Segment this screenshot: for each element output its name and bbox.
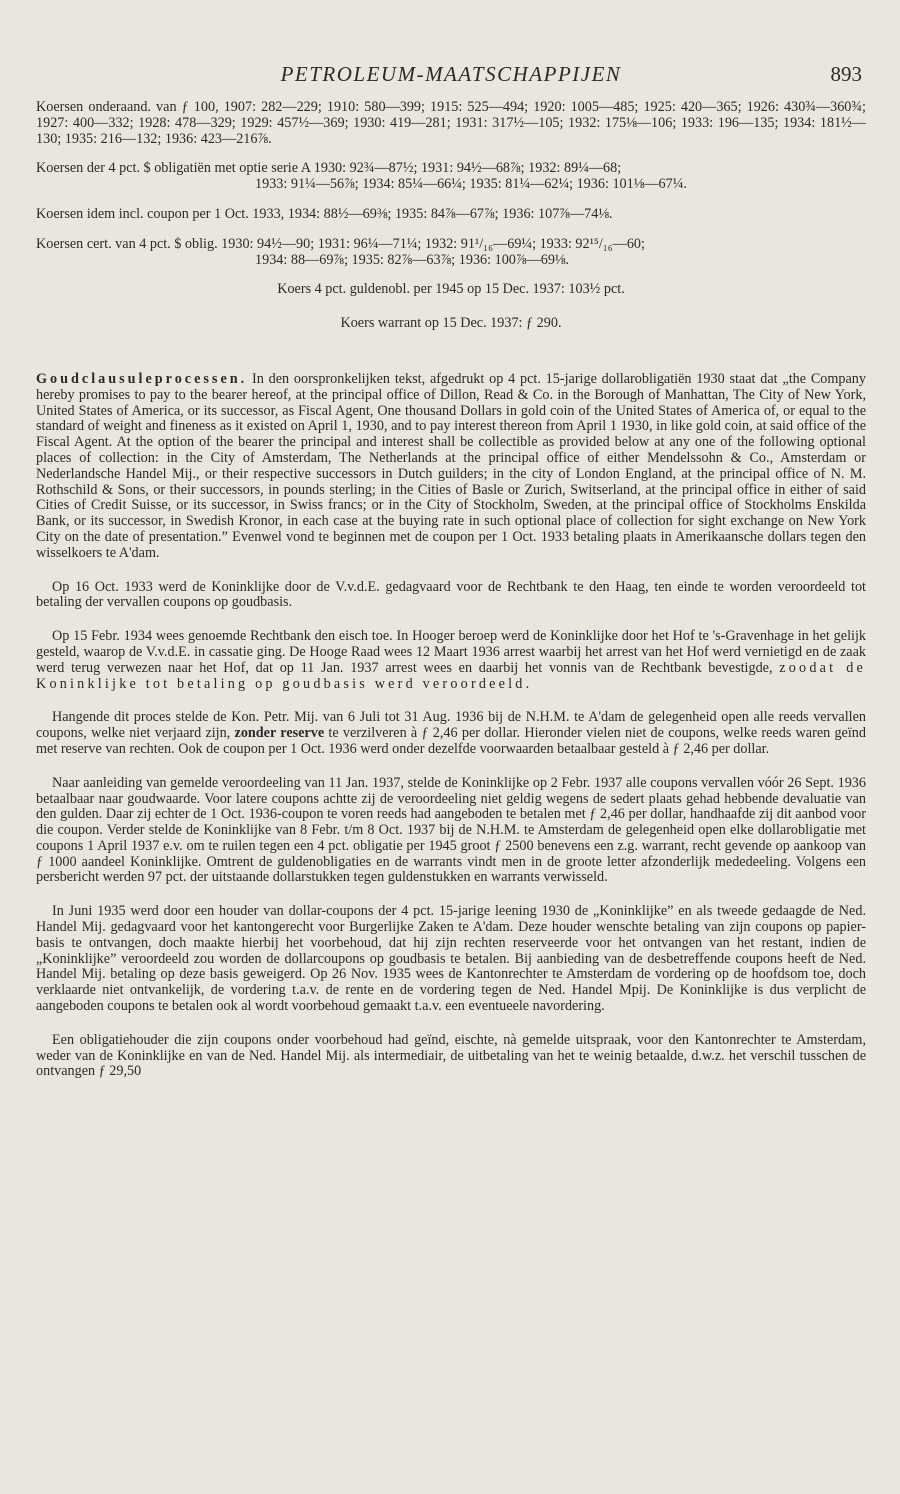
warrant-quote: Koers warrant op 15 Dec. 1937: ƒ 290.: [340, 315, 562, 332]
paragraph-bondholder-claim: Een obligatiehouder die zijn coupons onder voorbehoud had geïnd, eischte, nà gemelde uitspraak, voor den Kantonrechter te Amsterdam, weder van de Koninklijke en van de Ned. Handel Mij. als intermediair, de uitbetaling van het te weinig betaalde, d.w.z. het verschil tusschen de ontvangen ƒ 29,50: [36, 1031, 866, 1080]
paragraph-cantonal-court: In Juni 1935 werd door een houder van dollar-coupons der 4 pct. 15-jarige leening 1930 de „Koninklijke” en als tweede gedaagde de Ned. Handel Mij. gedagvaard voor het kantongerecht voor Burgerlijke Zaken te A'dam. Deze houder wenschte betaling van zijn coupons op papier-basis te ontvangen, doch maakte hierbij het voorbehoud, dat hij zijn rechten reserveerde voor het ontvangen van het restant, indien de „Koninklijke” veroordeeld zou worden de dollarcoupons op goudbasis te betalen. Bij aanbieding van de desbetreffende coupons heeft de Ned. Handel Mij. betaling op deze basis geweigerd. Op 26 Nov. 1935 wees de Kantonrechter te Amsterdam de vordering op de hoofdsom toe, doch verklaarde niet ontvankelijk, de vordering t.a.v. de rente en de vordering tegen de Ned. Handel Mpij. De Koninklijke is dus verplicht de aangeboden coupons te betalen ook al wordt voorbehoud gemaakt t.a.v. een eventueele navordering.: [36, 903, 866, 1015]
guilder-bond-quote: Koers 4 pct. guldenobl. per 1945 op 15 Dec. 1937: 103½ pct.: [277, 281, 625, 298]
emphasized-no-reserve: zonder reserve: [234, 725, 325, 742]
paragraph-summons: Op 16 Oct. 1933 werd de Koninklijke door de V.v.d.E. gedagvaard voor de Rechtbank te den Haag, ten einde te worden veroordeeld tot betaling der vervallen coupons op goudbasis.: [36, 578, 866, 611]
page-number: 893: [830, 62, 862, 86]
quote-certificates: Koersen cert. van 4 pct. $ oblig. 1930: 94½—90; 1931: 96¼—71¼; 1932: 91¹/₁₆—69¼; 1933: 92¹⁵/₁₆—60; 1934: 88—69⅞; 1935: 82⅞—63⅞; 1936: 100⅞—69⅛.: [36, 235, 645, 268]
section-heading: Goudclausuleprocessen.: [36, 370, 248, 387]
quote-shares: Koersen onderaand. van ƒ 100, 1907: 282—229; 1910: 580—399; 1915: 525—494; 1920: 1005—485; 1925: 420—365; 1926: 430¾—360¾; 1927: 400—332; 1928: 478—329; 1929: 457½—369; 1930: 419—281; 1931: 317½—105; 1932: 175⅛—106; 1933: 196—135; 1934: 181½—130; 1935: 216—132; 1936: 423—216⅞.: [36, 99, 866, 147]
paragraph-coupon-redemption: Hangende dit proces stelde de Kon. Petr. Mij. van 6 Juli tot 31 Aug. 1936 bij de N.H.M. te A'dam de gelegenheid open alle reeds vervallen coupons, welke niet verjaard zijn, zonder reserve te verzilveren à ƒ 2,46 per dollar. Hieronder vielen niet de coupons, welke reeds waren geïnd met reserve van rechten. Ook de coupon per 1 Oct. 1936 werd onder dezelfde voorwaarden betaalbaar gesteld à ƒ 2,46 per dollar.: [36, 709, 866, 757]
paragraph-exchange-offer: Naar aanleiding van gemelde veroordeeling van 11 Jan. 1937, stelde de Koninklijke op 2 Febr. 1937 alle coupons vervallen vóór 26 Sept. 1936 betaalbaar naar goudwaarde. Voor latere coupons achtte zij de veroordeeling niet geldig wegens de sedert plaats gehad hebbende devaluatie van den gulden. Daar zij echter de 1 Oct. 1936-coupon te voren reeds had aangeboden te betalen met ƒ 2,46 per dollar, handhaafde zij dit aanbod voor die coupon. Verder stelde de Koninklijke van 8 Febr. t/m 8 Oct. 1937 bij de N.H.M. te Amsterdam de gelegenheid open elke dollarobligatie met coupons 1 April 1937 e.v. om te ruilen tegen een 4 pct. obligatie per 1945 groot ƒ 2500 benevens een z.g. warrant, recht gevende op aankoop van ƒ 1000 aandeel Koninklijke. Omtrent de guldenobligaties en de warrants vindt men in de groote letter afzonderlijk mededeeling. Volgens een persbericht werden 97 pct. der uitstaande dollarstukken tegen guldenstukken en warrants verwisseld.: [36, 774, 866, 886]
emphasized-ruling: zoodat de Koninklijke tot betaling op goudbasis werd veroordeeld.: [36, 659, 866, 692]
paragraph-goldclause: Goudclausuleprocessen. In den oorspronkelijken tekst, afgedrukt op 4 pct. 15-jarige dollarobligatiën 1930 staat dat „the Company hereby promises to pay to the bearer hereof, at the principal office of Dillon, Read & Co. in the Borough of Manhattan, The City of New York, United States of America, or its successor, as Fiscal Agent, One thousand Dollars in gold coin of the United States of America of, or equal to the standard of weight and fineness as it existed on April 1, 1930, and to pay interest thereon from April 1 1930, in like gold coin, at said office of the Fiscal Agent. At the option of the bearer the principal and interest shall be collectible as provided below at any one of the following optional places of collection: in the City of Amsterdam, The Netherlands at the principal office of either Mendelssohn & Co., Amsterdam or Nederlandsche Handel Mij., or their respective successors in Dutch guilders; in the city of London England, at the principal office of N. M. Rothschild & Sons, or their successors, in pounds sterling; in the Cities of Basle or Zurich, Switserland, at the principal office in either of said Cities of Credit Suisse, or its successor, in Swiss francs; or in the City of Stockholm, Sweden, at the principal office of Stockholms Enskilda Bank, or its successor, in Swedish Kronor, in each case at the buying rate in such optional place of collection for sight exchange on New York City on the date of presentation.” Evenwel vond te beginnen met de coupon per 1 Oct. 1933 betaling plaats in Amerikaansche dollars tegen den wisselkoers te A'dam.: [36, 370, 866, 561]
quote-dollar-bonds: Koersen der 4 pct. $ obligatiën met optie serie A 1930: 92¾—87½; 1931: 94½—68⅞; 1932: 89¼—68; 1933: 91¼—56⅞; 1934: 85¼—66¼; 1935: 81¼—62¼; 1936: 101⅛—67¼.: [36, 160, 687, 193]
price-quotations: [36, 100, 866, 268]
running-title: PETROLEUM-MAATSCHAPPIJEN: [280, 62, 622, 86]
quote-bonds-incl-coupon: Koersen idem incl. coupon per 1 Oct. 1933, 1934: 88½—69⅜; 1935: 84⅞—67⅞; 1936: 107⅞—74⅛.: [36, 205, 613, 222]
page-header: [36, 62, 866, 90]
paragraph-court-ruling: Op 15 Febr. 1934 wees genoemde Rechtbank den eisch toe. In Hooger beroep werd de Koninklijke door het Hof te 's-Gravenhage in het gelijk gesteld, waarop de V.v.d.E. in cassatie ging. De Hooge Raad wees 12 Maart 1936 arrest waarbij het arrest van het Hof werd vernietigd en de zaak werd terug verwezen naar het Hof, dat op 11 Jan. 1937 arrest wees en daarbij het vonnis van de Rechtbank bevestigde, zoodat de Koninklijke tot betaling op goudbasis werd veroordeeld.: [36, 628, 866, 692]
